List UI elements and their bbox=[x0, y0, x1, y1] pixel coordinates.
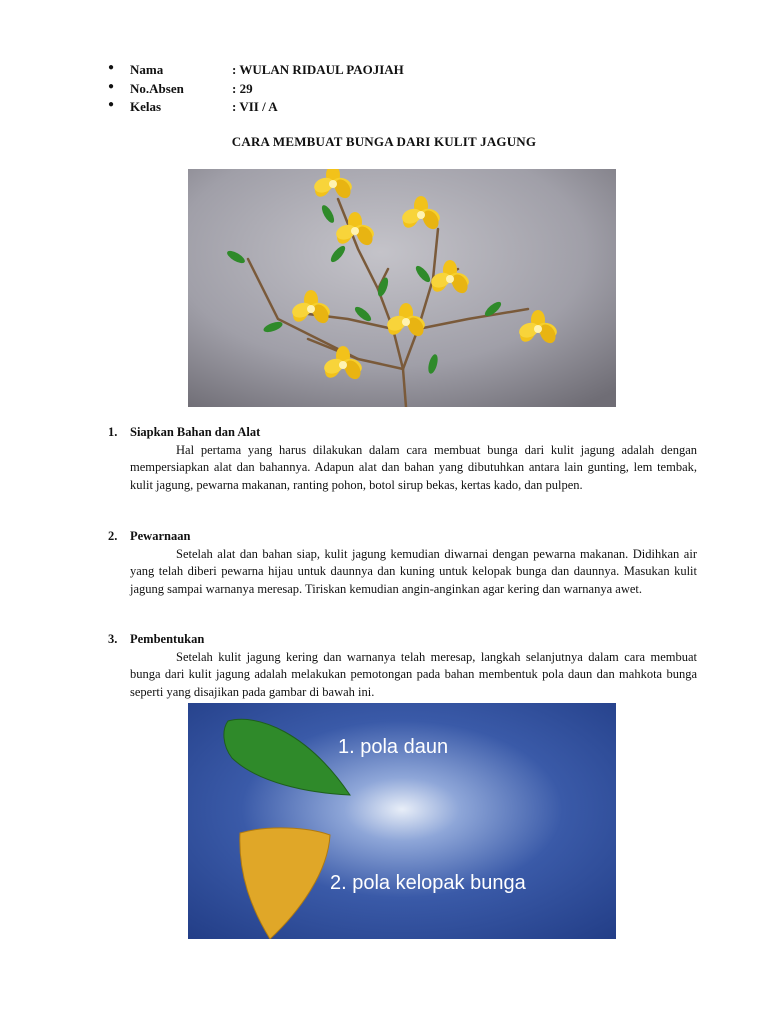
section-title: Pembentukan bbox=[130, 632, 205, 646]
section-heading bbox=[108, 425, 697, 442]
info-label: Nama bbox=[130, 62, 164, 77]
section-title: Pewarnaan bbox=[130, 529, 191, 543]
section-3 bbox=[108, 632, 697, 701]
pattern-label-1: 1. pola daun bbox=[338, 736, 449, 758]
section-heading bbox=[108, 529, 697, 546]
pattern-photo bbox=[188, 703, 616, 939]
section-text: Setelah alat dan bahan siap, kulit jagung kemudian diwarnai dengan pewarna makanan. Didihkan air yang telah diberi pewarna hijau untuk daunnya dan kuning untuk kelopak bunga dan daunnya. Masukan kulit jagung sampai warnanya meresap. Tiriskan kemudian angin-anginkan agar kering dan warnanya awet. bbox=[130, 547, 697, 596]
section-heading bbox=[108, 632, 697, 649]
info-label: No.Absen bbox=[130, 80, 184, 96]
bullet-icon: ● bbox=[108, 80, 115, 92]
info-label: Kelas bbox=[130, 99, 162, 114]
section-2 bbox=[108, 529, 697, 598]
section-text: Setelah kulit jagung kering dan warnanya telah meresap, langkah selanjutnya dalam cara membuat bunga dari kulit jagung adalah melakukan pemotongan pada bahan membentuk pola daun dan mahkota bunga seperti yang disajikan pada gambar di bawah ini. bbox=[130, 650, 697, 699]
bullet-icon: ● bbox=[108, 62, 115, 73]
section-1 bbox=[108, 425, 697, 494]
pattern-label-2: 2. pola kelopak bunga bbox=[330, 872, 526, 894]
section-number: 3. bbox=[108, 632, 118, 646]
section-title: Siapkan Bahan dan Alat bbox=[130, 425, 261, 439]
bullet-icon: ● bbox=[108, 99, 115, 110]
info-value: : VII / A bbox=[232, 99, 278, 114]
section-number: 1. bbox=[108, 425, 118, 439]
document-title: CARA MEMBUAT BUNGA DARI KULIT JAGUNG bbox=[231, 134, 537, 149]
flower-branch-photo bbox=[188, 169, 616, 407]
section-number: 2. bbox=[108, 529, 118, 543]
info-value: : 29 bbox=[232, 80, 253, 96]
section-text: Hal pertama yang harus dilakukan dalam cara membuat bunga dari kulit jagung adalah dengan mempersiapkan alat dan bahannya. Adapun alat dan bahan yang dibutuhkan antara lain gunting, lem tembak, kulit jagung, pewarna makanan, ranting pohon, botol sirup bekas, kertas kado, dan pulpen. bbox=[130, 443, 697, 492]
info-value: : WULAN RIDAUL PAOJIAH bbox=[232, 62, 404, 77]
